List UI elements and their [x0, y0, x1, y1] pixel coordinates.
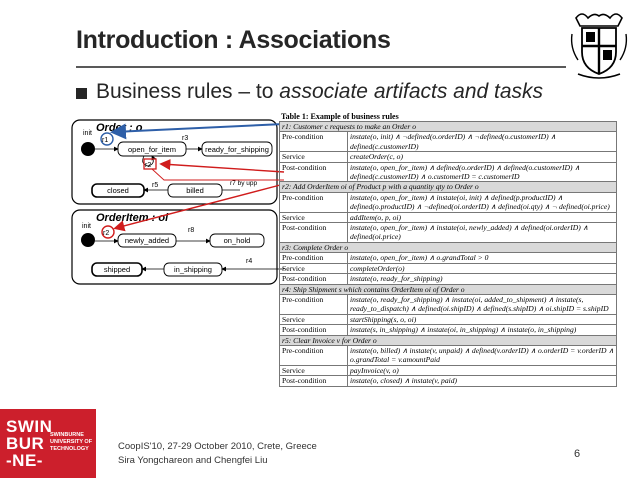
row-value: payInvoice(v, o)	[348, 365, 617, 375]
rule-heading: r4: Ship Shipment s which contains OrderItem oi of Order o	[280, 284, 617, 294]
bullet-text: Business rules – to associate artifacts and tasks	[96, 80, 544, 103]
table-row	[280, 314, 617, 324]
bullet-square	[76, 88, 87, 99]
table-row	[280, 212, 617, 222]
rule-r2: r2	[145, 162, 152, 169]
row-value: instate(o, ready_for_shipping) ∧ instate(oi, added_to_shipment) ∧ instate(s, ready_to_dispatch) ∧ defined(oi.shipID) ∧ defined(s.shipID) ∧ oi.shipID = s.shipID	[348, 294, 617, 314]
row-key: Pre-condition	[280, 132, 348, 152]
state-billed-label: billed	[186, 186, 204, 195]
order-init-node	[81, 142, 95, 156]
table-row	[280, 365, 617, 375]
slide-title: Introduction : Associations	[76, 26, 391, 54]
rule-r8: r8	[188, 227, 195, 234]
table-row	[280, 345, 617, 365]
table-caption: Table 1: Example of business rules	[281, 112, 399, 121]
table-row	[280, 294, 617, 314]
rule-r7-cut: r7 by upp	[230, 180, 258, 187]
row-value: instate(o, billed) ∧ instate(v, unpaid) ∧ defined(v.orderID) ∧ o.orderID = v.orderID ∧ o.grandTotal = v.amountPaid	[348, 345, 617, 365]
business-rules-table	[279, 121, 617, 387]
row-key: Pre-condition	[280, 253, 348, 263]
table-section-row	[280, 122, 617, 132]
state-newly-added-label: newly_added	[124, 236, 170, 245]
row-value: createOrder(c, o)	[348, 152, 617, 162]
logo-subtitle: SWINBURNE UNIVERSITY OF TECHNOLOGY	[50, 432, 93, 452]
row-value: instate(o, closed) ∧ instate(v, paid)	[348, 376, 617, 386]
row-key: Service	[280, 212, 348, 222]
row-value: instate(s, in_shipping) ∧ instate(oi, in_shipping) ∧ instate(o, in_shipping)	[348, 325, 617, 335]
row-value: instate(o, ready_for_shipping)	[348, 274, 617, 284]
orderitem-init-node	[81, 233, 95, 247]
table-row	[280, 274, 617, 284]
row-value: instate(o, open_for_item) ∧ o.grandTotal > 0	[348, 253, 617, 263]
row-key: Pre-condition	[280, 345, 348, 365]
row-value: instate(o, open_for_item) ∧ instate(oi, init) ∧ defined(p.productID) ∧ defined(o.productID) ∧ ¬defined(oi.orderID) ∧ defined(oi.qty) ∧ ¬ defined(oi.price)	[348, 192, 617, 212]
rule-r4: r4	[246, 258, 253, 265]
table-row	[280, 132, 617, 152]
row-key: Post-condition	[280, 274, 348, 284]
rule-heading: r3: Complete Order o	[280, 242, 617, 252]
row-key: Post-condition	[280, 223, 348, 243]
table-section-row	[280, 182, 617, 192]
state-in-shipping-label: in_shipping	[174, 265, 212, 274]
rule-heading: r1: Customer c requests to make an Order o	[280, 122, 617, 132]
title-underline	[76, 66, 566, 68]
row-key: Pre-condition	[280, 192, 348, 212]
state-diagram	[70, 118, 285, 288]
state-closed-label: closed	[107, 186, 129, 195]
table-row	[280, 192, 617, 212]
order-init-label: init	[83, 130, 92, 137]
table-section-row	[280, 335, 617, 345]
state-ready-for-shipping-label: ready_for_shipping	[205, 145, 269, 154]
orderitem-init-label: init	[82, 223, 91, 230]
row-key: Post-condition	[280, 162, 348, 182]
r2-link-arrow	[162, 164, 284, 172]
rule-r5: r5	[152, 182, 159, 189]
rule-r1: r1	[102, 137, 109, 144]
table-row	[280, 223, 617, 243]
table-row	[280, 162, 617, 182]
row-value: addItem(o, p, oi)	[348, 212, 617, 222]
row-key: Post-condition	[280, 376, 348, 386]
state-shipped-label: shipped	[103, 265, 131, 274]
row-value: completeOrder(o)	[348, 263, 617, 273]
logo-wordmark: SWIN BUR -NE-	[6, 417, 53, 470]
rule-r2-orderitem: r2	[103, 230, 110, 237]
row-value: instate(o, init) ∧ ¬defined(o.orderID) ∧ ¬defined(o.customerID) ∧ defined(c.customerID)	[348, 132, 617, 152]
table-section-row	[280, 284, 617, 294]
footer-authors: Sira Yongchareon and Chengfei Liu	[118, 455, 268, 466]
rule-r3: r3	[182, 135, 189, 142]
row-key: Service	[280, 152, 348, 162]
order-label: Order : o	[96, 122, 143, 134]
table-row	[280, 325, 617, 335]
rule-heading: r5: Clear Invoice v for Order o	[280, 335, 617, 345]
orderitem-label: OrderItem : oi	[96, 212, 169, 224]
page-number: 6	[574, 448, 581, 460]
rule-heading: r2: Add OrderItem oi of Product p with a quantity qty to Order o	[280, 182, 617, 192]
table-row	[280, 253, 617, 263]
row-key: Service	[280, 365, 348, 375]
row-value: instate(o, open_for_item) ∧ defined(o.orderID) ∧ defined(o.customerID) ∧ defined(c.customerID) ∧ o.customerID = c.customerID	[348, 162, 617, 182]
table-section-row	[280, 242, 617, 252]
table-row	[280, 152, 617, 162]
row-key: Service	[280, 314, 348, 324]
crest-logo	[568, 8, 630, 80]
state-on-hold-label: on_hold	[223, 236, 251, 245]
table-row	[280, 263, 617, 273]
row-key: Post-condition	[280, 325, 348, 335]
table-row	[280, 376, 617, 386]
footer-conference: CoopIS'10, 27-29 October 2010, Crete, Greece	[118, 441, 317, 452]
row-key: Pre-condition	[280, 294, 348, 314]
row-key: Service	[280, 263, 348, 273]
state-open-for-item-label: open_for_item	[128, 145, 176, 154]
row-value: instate(o, open_for_item) ∧ instate(oi, newly_added) ∧ defined(oi.orderID) ∧ defined(oi.price)	[348, 223, 617, 243]
row-value: startShipping(s, o, oi)	[348, 314, 617, 324]
